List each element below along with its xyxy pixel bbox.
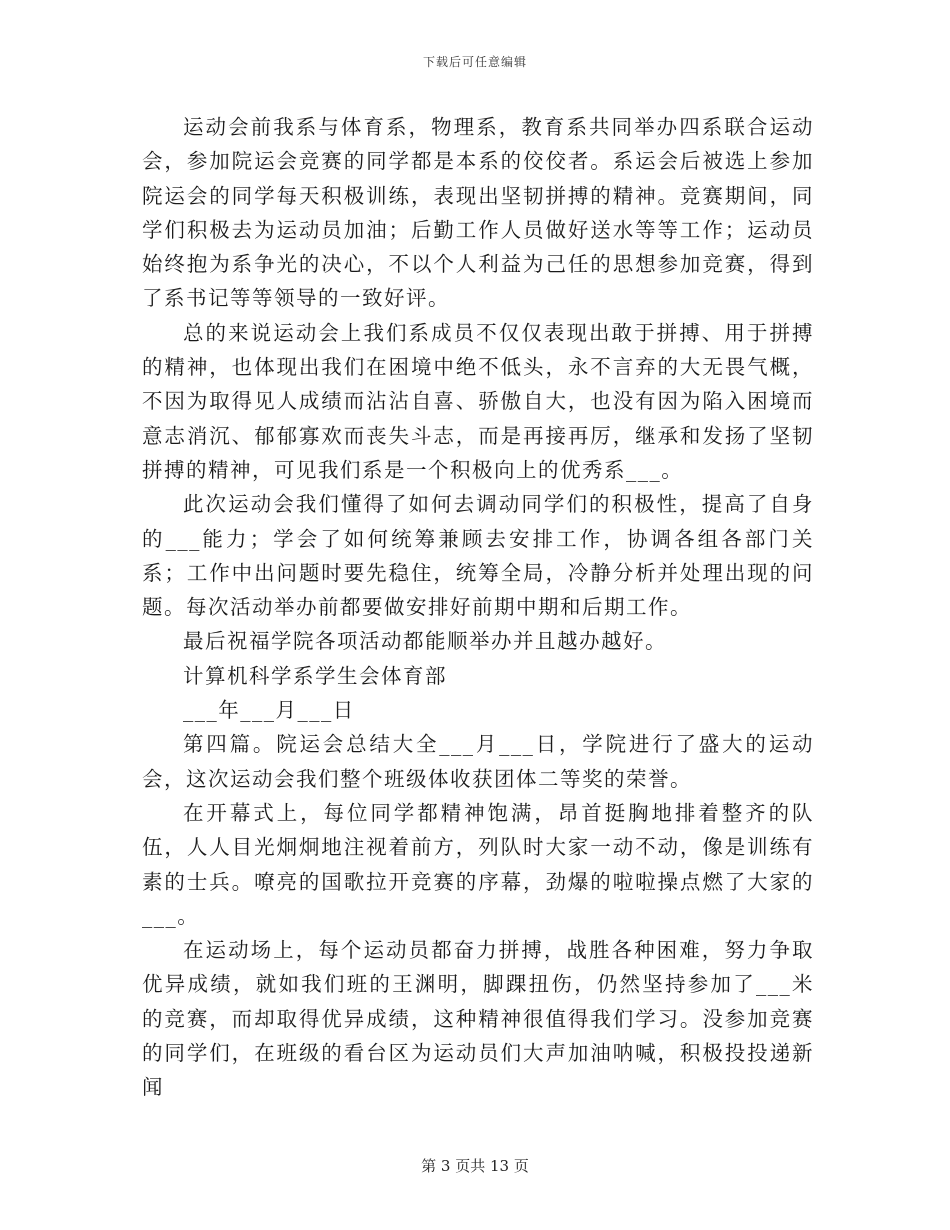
document-body	[142, 110, 814, 1105]
signature-department: 计算机科学系学生会体育部	[183, 663, 447, 688]
paragraph: 最后祝福学院各项活动都能顺举办并且越办越好。	[183, 629, 667, 654]
paragraph: 运动会前我系与体育系，物理系，教育系共同举办四系联合运动会，参加院运会竞赛的同学都是本系的佼佼者。系运会后被选上参加院运会的同学每天积极训练，表现出坚韧拼搏的精神。竞赛期间，同学们积极去为运动员加油；后勤工作人员做好送水等等工作；运动员始终抱为系争光的决心，不以个人利益为己任的思想参加竞赛，得到了系书记等等领导的一致好评。	[142, 115, 814, 311]
paragraph: 第四篇。院运会总结大全___月___日，学院进行了盛大的运动会，这次运动会我们整个班级体收获团体二等奖的荣誉。	[142, 732, 814, 791]
paragraph: 此次运动会我们懂得了如何去调动同学们的积极性，提高了自身的___能力；学会了如何统筹兼顾去安排工作，协调各组各部门关系；工作中出问题时要先稳住，统筹全局，冷静分析并处理出现的问题。每次活动举办前都要做安排好前期中期和后期工作。	[142, 492, 814, 620]
page-header: 下载后可任意编辑	[422, 55, 527, 69]
paragraph: 在运动场上，每个运动员都奋力拼搏，战胜各种困难，努力争取优异成绩，就如我们班的王渊明，脚踝扭伤，仍然坚持参加了___米的竞赛，而却取得优异成绩，这种精神很值得我们学习。没参加竞赛的同学们，在班级的看台区为运动员们大声加油呐喊，积极投投递新闻	[142, 938, 814, 1100]
signature-date: ___年___月___日	[183, 698, 355, 723]
paragraph: 总的来说运动会上我们系成员不仅仅表现出敢于拼搏、用于拼搏的精神，也体现出我们在困境中绝不低头，永不言弃的大无畏气概，不因为取得见人成绩而沾沾自喜、骄傲自大，也没有因为陷入困境而意志消沉、郁郁寡欢而丧失斗志，而是再接再厉，继承和发扬了坚韧拼搏的精神，可见我们系是一个积极向上的优秀系___。	[142, 320, 814, 482]
page-footer: 第 3 页共 13 页	[421, 1157, 529, 1175]
paragraph: 在开幕式上，每位同学都精神饱满，昂首挺胸地排着整齐的队伍，人人目光炯炯地注视着前方，列队时大家一动不动，像是训练有素的士兵。嘹亮的国歌拉开竞赛的序幕，劲爆的啦啦操点燃了大家的___。	[142, 800, 814, 928]
